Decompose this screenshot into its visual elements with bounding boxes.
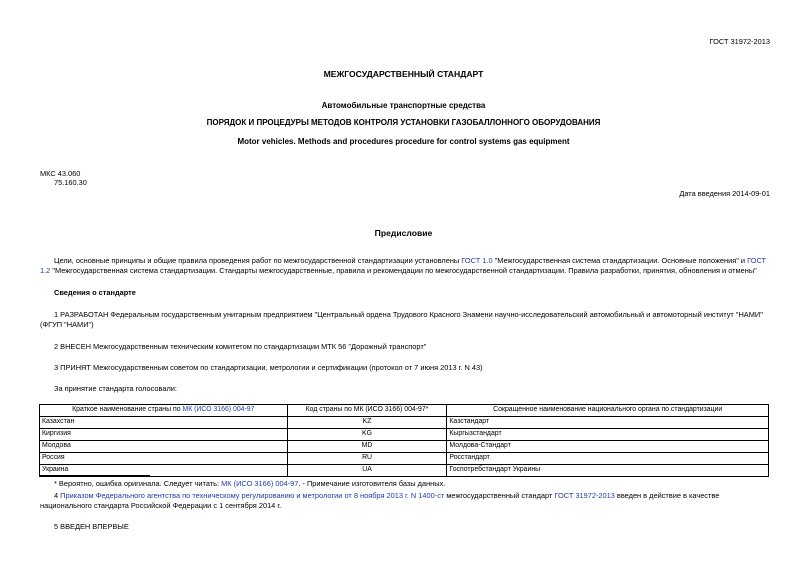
vote-intro: За принятие стандарта голосовали: <box>54 384 177 393</box>
table-row <box>40 417 769 429</box>
country-name: Молдова <box>40 441 288 453</box>
mks-code-1: МКС 43.060 <box>40 169 81 178</box>
item-enacted-text-1: межгосударственный стандарт <box>444 491 555 500</box>
document-code: ГОСТ 31972-2013 <box>709 37 770 46</box>
item-first-introduced: 5 ВВЕДЕН ВПЕРВЫЕ <box>54 522 129 531</box>
country-code: MD <box>287 441 447 453</box>
country-name: Казахстан <box>40 417 288 429</box>
table-row <box>40 441 769 453</box>
footnote <box>40 479 770 489</box>
standards-body: Казстандарт <box>447 417 769 429</box>
footnote-mk-iso-link[interactable]: МК (ИСО 3166) 004-97 <box>221 479 299 488</box>
table-row <box>40 453 769 465</box>
item-enacted-text-2: введен в действие в качестве национального стандарта Российской Федерации с 1 сентября 2014 г. <box>40 491 720 510</box>
footnote-text-1: * Вероятно, ошибка оригинала. Следует читать: <box>54 479 222 488</box>
document-title-en: Motor vehicles. Methods and procedures procedure for control systems gas equipment <box>237 137 570 146</box>
voting-countries-table <box>39 404 769 477</box>
gost-31972-link[interactable]: ГОСТ 31972-2013 <box>554 491 615 500</box>
order-link[interactable]: Приказом Федерального агентства по техническому регулированию и метрологии от 8 ноября 2013 г. N 1400-ст <box>60 491 445 500</box>
standard-info-heading: Сведения о стандарте <box>54 288 136 297</box>
table-row <box>40 429 769 441</box>
mks-code-2: 75.160.30 <box>54 178 87 187</box>
subject-heading: Автомобильные транспортные средства <box>321 101 486 110</box>
gost-1-0-link[interactable]: ГОСТ 1.0 <box>461 256 493 265</box>
introduction-date: Дата введения 2014-09-01 <box>679 189 770 198</box>
standards-body: Молдова-Стандарт <box>447 441 769 453</box>
table-header-row <box>40 405 769 417</box>
footnote-text-2: . - Примечание изготовителя базы данных. <box>298 479 446 488</box>
col-country-header <box>40 405 288 417</box>
country-code: KG <box>287 429 447 441</box>
item-adopted: 3 ПРИНЯТ Межгосударственным советом по стандартизации, метрологии и сертификации (протокол от 7 июня 2013 г. N 43) <box>54 363 483 372</box>
gost-1-2-link[interactable]: ГОСТ 1.2 <box>40 256 767 275</box>
preface-text-3: "Межгосударственная система стандартизации. Стандарты межгосударственные, правила и рекомендации по межгосударственной стандартизации. Правила разработки, принятия, обновления и отмены" <box>50 265 757 275</box>
col-code-header: Код страны по МК (ИСО 3166) 004-97* <box>287 405 447 417</box>
standards-body: Госпотребстандарт Украины <box>447 465 769 477</box>
standards-body: Росстандарт <box>447 453 769 465</box>
col-country-header-text: Краткое наименование страны по <box>72 406 183 414</box>
preface-text-2: "Межгосударственная система стандартизации. Основные положения" и <box>492 256 748 265</box>
country-code: RU <box>287 453 447 465</box>
item-developed: 1 РАЗРАБОТАН Федеральным государственным унитарным предприятием "Центральный ордена Трудового Красного Знамени научно-исследовательский автомобильный и автомоторный институт "НАМИ" (ФГУП "НАМИ") <box>40 310 763 329</box>
document-title-ru: ПОРЯДОК И ПРОЦЕДУРЫ МЕТОДОВ КОНТРОЛЯ УСТАНОВКИ ГАЗОБАЛЛОННОГО ОБОРУДОВАНИЯ <box>206 118 601 127</box>
standard-type-heading: МЕЖГОСУДАРСТВЕННЫЙ СТАНДАРТ <box>323 69 484 79</box>
col-body-header: Сокращенное наименование национального органа по стандартизации <box>447 405 769 417</box>
item-introduced: 2 ВНЕСЕН Межгосударственным техническим комитетом по стандартизации МТК 56 "Дорожный транспорт" <box>54 342 427 351</box>
country-name: Россия <box>40 453 288 465</box>
item-enacted-number: 4 <box>54 491 61 500</box>
preface-heading: Предисловие <box>374 228 433 238</box>
item-enacted <box>40 491 770 510</box>
mk-iso-link[interactable]: МК (ИСО 3166) 004-97 <box>182 406 255 414</box>
standards-body: Кыргызстандарт <box>447 429 769 441</box>
preface-text-1: Цели, основные принципы и общие правила проведения работ по межгосударственной стандартизации установлены <box>54 256 462 265</box>
country-name: Украина <box>40 465 288 477</box>
country-code: KZ <box>287 417 447 429</box>
footnote-divider <box>40 475 150 476</box>
country-name: Киргизия <box>40 429 288 441</box>
country-code: UA <box>287 465 447 477</box>
preface-paragraph <box>40 256 770 275</box>
